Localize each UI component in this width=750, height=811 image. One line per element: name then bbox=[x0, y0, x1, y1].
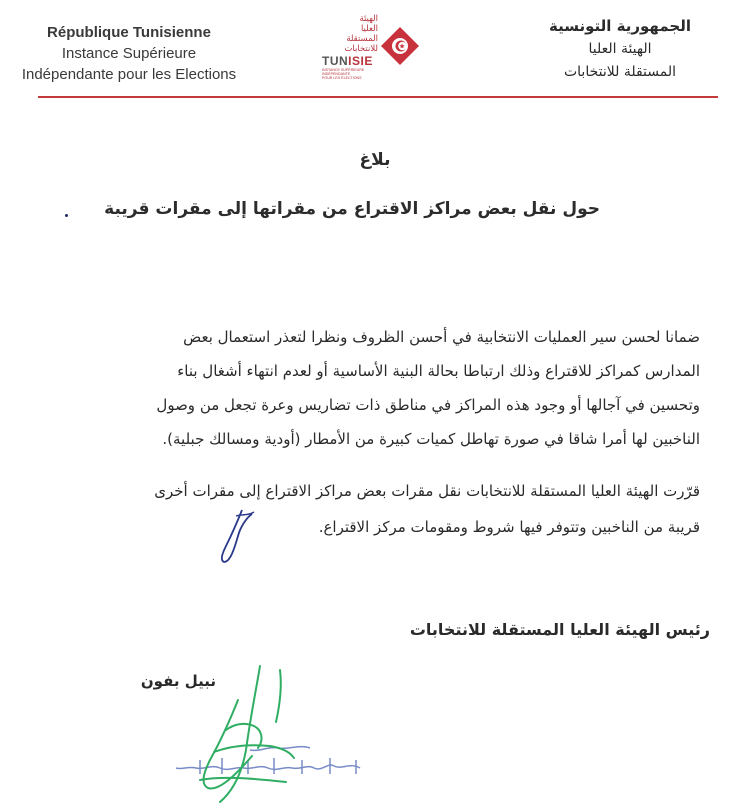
initials-scribble bbox=[212, 506, 262, 566]
logo-small-text bbox=[322, 68, 382, 81]
paragraph-1-line: الناخبين لها أمرا شاقا في صورة تهاطل كميات كبيرة من الأمطار (أودية ومسالك جبلية). bbox=[162, 430, 700, 448]
header-fr-line3: Indépendante pour les Elections bbox=[21, 66, 237, 83]
logo-arabic-words bbox=[318, 14, 378, 54]
header-divider bbox=[38, 96, 718, 98]
paragraph-1-line: وتحسين في آجالها أو وجود هذه المراكز في مناطق ذات تضاريس وعرة تجعل من وصول bbox=[156, 396, 700, 414]
paragraph-2 bbox=[60, 482, 700, 552]
header-fr-line1: République Tunisienne bbox=[47, 24, 211, 41]
paragraph-2-line: قريبة من الناخبين وتتوفر فيها شروط ومقومات مركز الاقتراع. bbox=[318, 518, 700, 536]
logo-ar-l4: للانتخابات bbox=[344, 44, 378, 54]
isie-logo bbox=[318, 14, 428, 82]
flag-diamond-icon bbox=[380, 26, 420, 66]
ink-dot bbox=[65, 214, 68, 217]
logo-small-l2: INDÉPENDANTE bbox=[322, 72, 351, 77]
logo-ar-l2: العليا bbox=[360, 24, 378, 34]
logo-brand-tun: TUN bbox=[322, 54, 349, 68]
logo-brand bbox=[322, 54, 373, 68]
signatory-name: نبيل بفون bbox=[140, 672, 216, 690]
header-arabic-block bbox=[520, 14, 720, 84]
paragraph-2-line: قرّرت الهيئة العليا المستقلة للانتخابات نقل مقرات بعض مراكز الاقتراع إلى مقرات أخرى bbox=[154, 482, 700, 500]
document-title: بلاغ bbox=[359, 150, 391, 170]
logo-small-l1: INSTANCE SUPÉRIEURE bbox=[322, 68, 365, 72]
document-subtitle: حول نقل بعض مراكز الاقتراع من مقراتها إلى مقرات قريبة bbox=[104, 199, 600, 219]
header-ar-line2: الهيئة العليا bbox=[588, 41, 652, 57]
logo-brand-isie: ISIE bbox=[348, 54, 373, 68]
logo-ar-l3: المستقلة bbox=[346, 34, 378, 44]
logo-small-l3: POUR LES ÉLECTIONS bbox=[322, 76, 362, 81]
handwritten-signature-icon bbox=[190, 660, 300, 810]
paragraph-1-line: المدارس كمراكز للاقتراع وذلك ارتباطا بحالة البنية الأساسية أو لعدم انتهاء أشغال بناء bbox=[177, 362, 700, 380]
header-ar-line1: الجمهورية التونسية bbox=[549, 17, 691, 35]
paragraph-1 bbox=[60, 328, 700, 458]
header-french-block bbox=[0, 22, 258, 85]
logo-ar-l1: الهيئة bbox=[359, 14, 378, 24]
header-ar-line3: المستقلة للانتخابات bbox=[563, 64, 677, 80]
paragraph-1-line: ضمانا لحسن سير العمليات الانتخابية في أحسن الظروف ونظرا لتعذر استعمال بعض bbox=[183, 328, 700, 346]
signatory-title: رئيس الهيئة العليا المستقلة للانتخابات bbox=[409, 620, 710, 639]
header-fr-line2: Instance Supérieure bbox=[61, 45, 197, 62]
